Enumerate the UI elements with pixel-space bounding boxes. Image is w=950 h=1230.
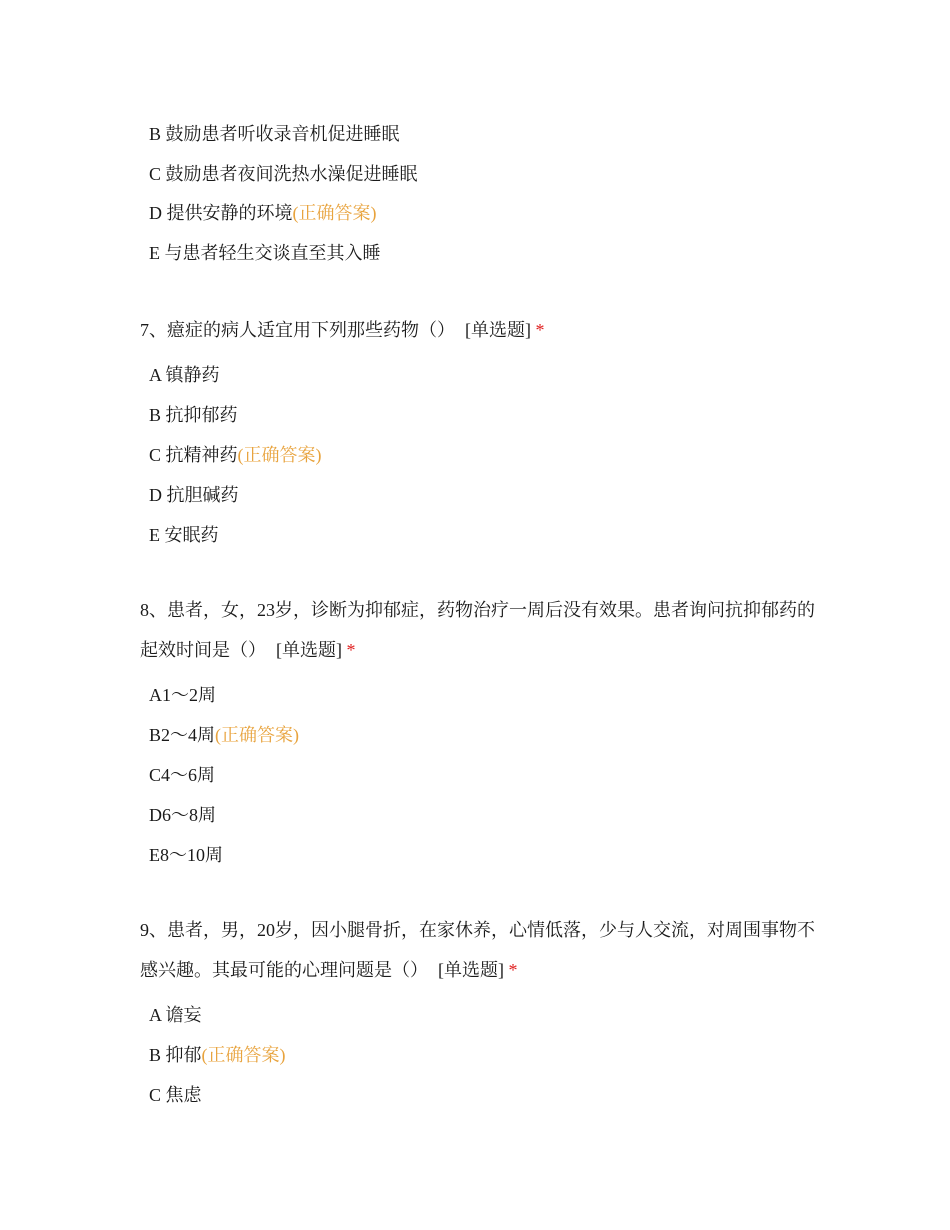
option-text: E8～10周 <box>149 845 223 865</box>
q7-option-a <box>149 362 220 388</box>
question-9 <box>140 910 820 990</box>
required-marker: * <box>508 960 518 980</box>
question-8 <box>140 590 820 670</box>
question-type: [单选题] <box>276 640 342 660</box>
option-text: B 抑郁 <box>149 1045 202 1065</box>
option-text: D6～8周 <box>149 805 216 825</box>
option-text: D 提供安静的环境 <box>149 203 293 223</box>
question-stem: 7、癔症的病人适宜用下列那些药物（） <box>140 320 455 340</box>
q9-option-b <box>149 1042 286 1068</box>
correct-answer-marker: (正确答案) <box>201 1045 286 1065</box>
option-text: A 镇静药 <box>149 365 220 385</box>
option-text: C 焦虑 <box>149 1085 202 1105</box>
q6-option-b <box>149 121 400 147</box>
q7-option-c <box>149 442 322 468</box>
q8-option-c <box>149 762 215 788</box>
option-text: A1～2周 <box>149 685 216 705</box>
q9-option-a <box>149 1002 202 1028</box>
option-text: B 抗抑郁药 <box>149 405 238 425</box>
q6-option-d <box>149 200 377 226</box>
q6-option-e <box>149 240 381 266</box>
question-type: [单选题] <box>438 960 504 980</box>
option-text: C 鼓励患者夜间洗热水澡促进睡眠 <box>149 164 418 184</box>
question-stem: 9、患者，男，20岁，因小腿骨折，在家休养，心情低落，少与人交流，对周围事物不感兴趣。其最可能的心理问题是（） <box>140 920 815 980</box>
q9-option-c <box>149 1082 202 1108</box>
required-marker: * <box>346 640 356 660</box>
option-text: E 与患者轻生交谈直至其入睡 <box>149 243 381 263</box>
q8-option-b <box>149 722 299 748</box>
question-type: [单选题] <box>465 320 531 340</box>
q8-option-e <box>149 842 223 868</box>
option-text: C4～6周 <box>149 765 216 785</box>
correct-answer-marker: (正确答案) <box>237 445 322 465</box>
q8-option-d <box>149 802 216 828</box>
option-text: D 抗胆碱药 <box>149 485 239 505</box>
required-marker: * <box>535 320 545 340</box>
correct-answer-marker: (正确答案) <box>215 725 300 745</box>
q7-option-b <box>149 402 238 428</box>
option-text: B 鼓励患者听收录音机促进睡眠 <box>149 124 400 144</box>
q7-option-e <box>149 522 219 548</box>
correct-answer-marker: (正确答案) <box>292 203 377 223</box>
q7-option-d <box>149 482 239 508</box>
q6-option-c <box>149 161 418 187</box>
question-stem: 8、患者，女，23岁，诊断为抑郁症，药物治疗一周后没有效果。患者询问抗抑郁药的起效时间是（） <box>140 600 815 660</box>
q8-option-a <box>149 682 216 708</box>
question-7 <box>140 310 820 350</box>
option-text: E 安眠药 <box>149 525 219 545</box>
option-text: C 抗精神药 <box>149 445 238 465</box>
option-text: B2～4周 <box>149 725 216 745</box>
option-text: A 谵妄 <box>149 1005 202 1025</box>
